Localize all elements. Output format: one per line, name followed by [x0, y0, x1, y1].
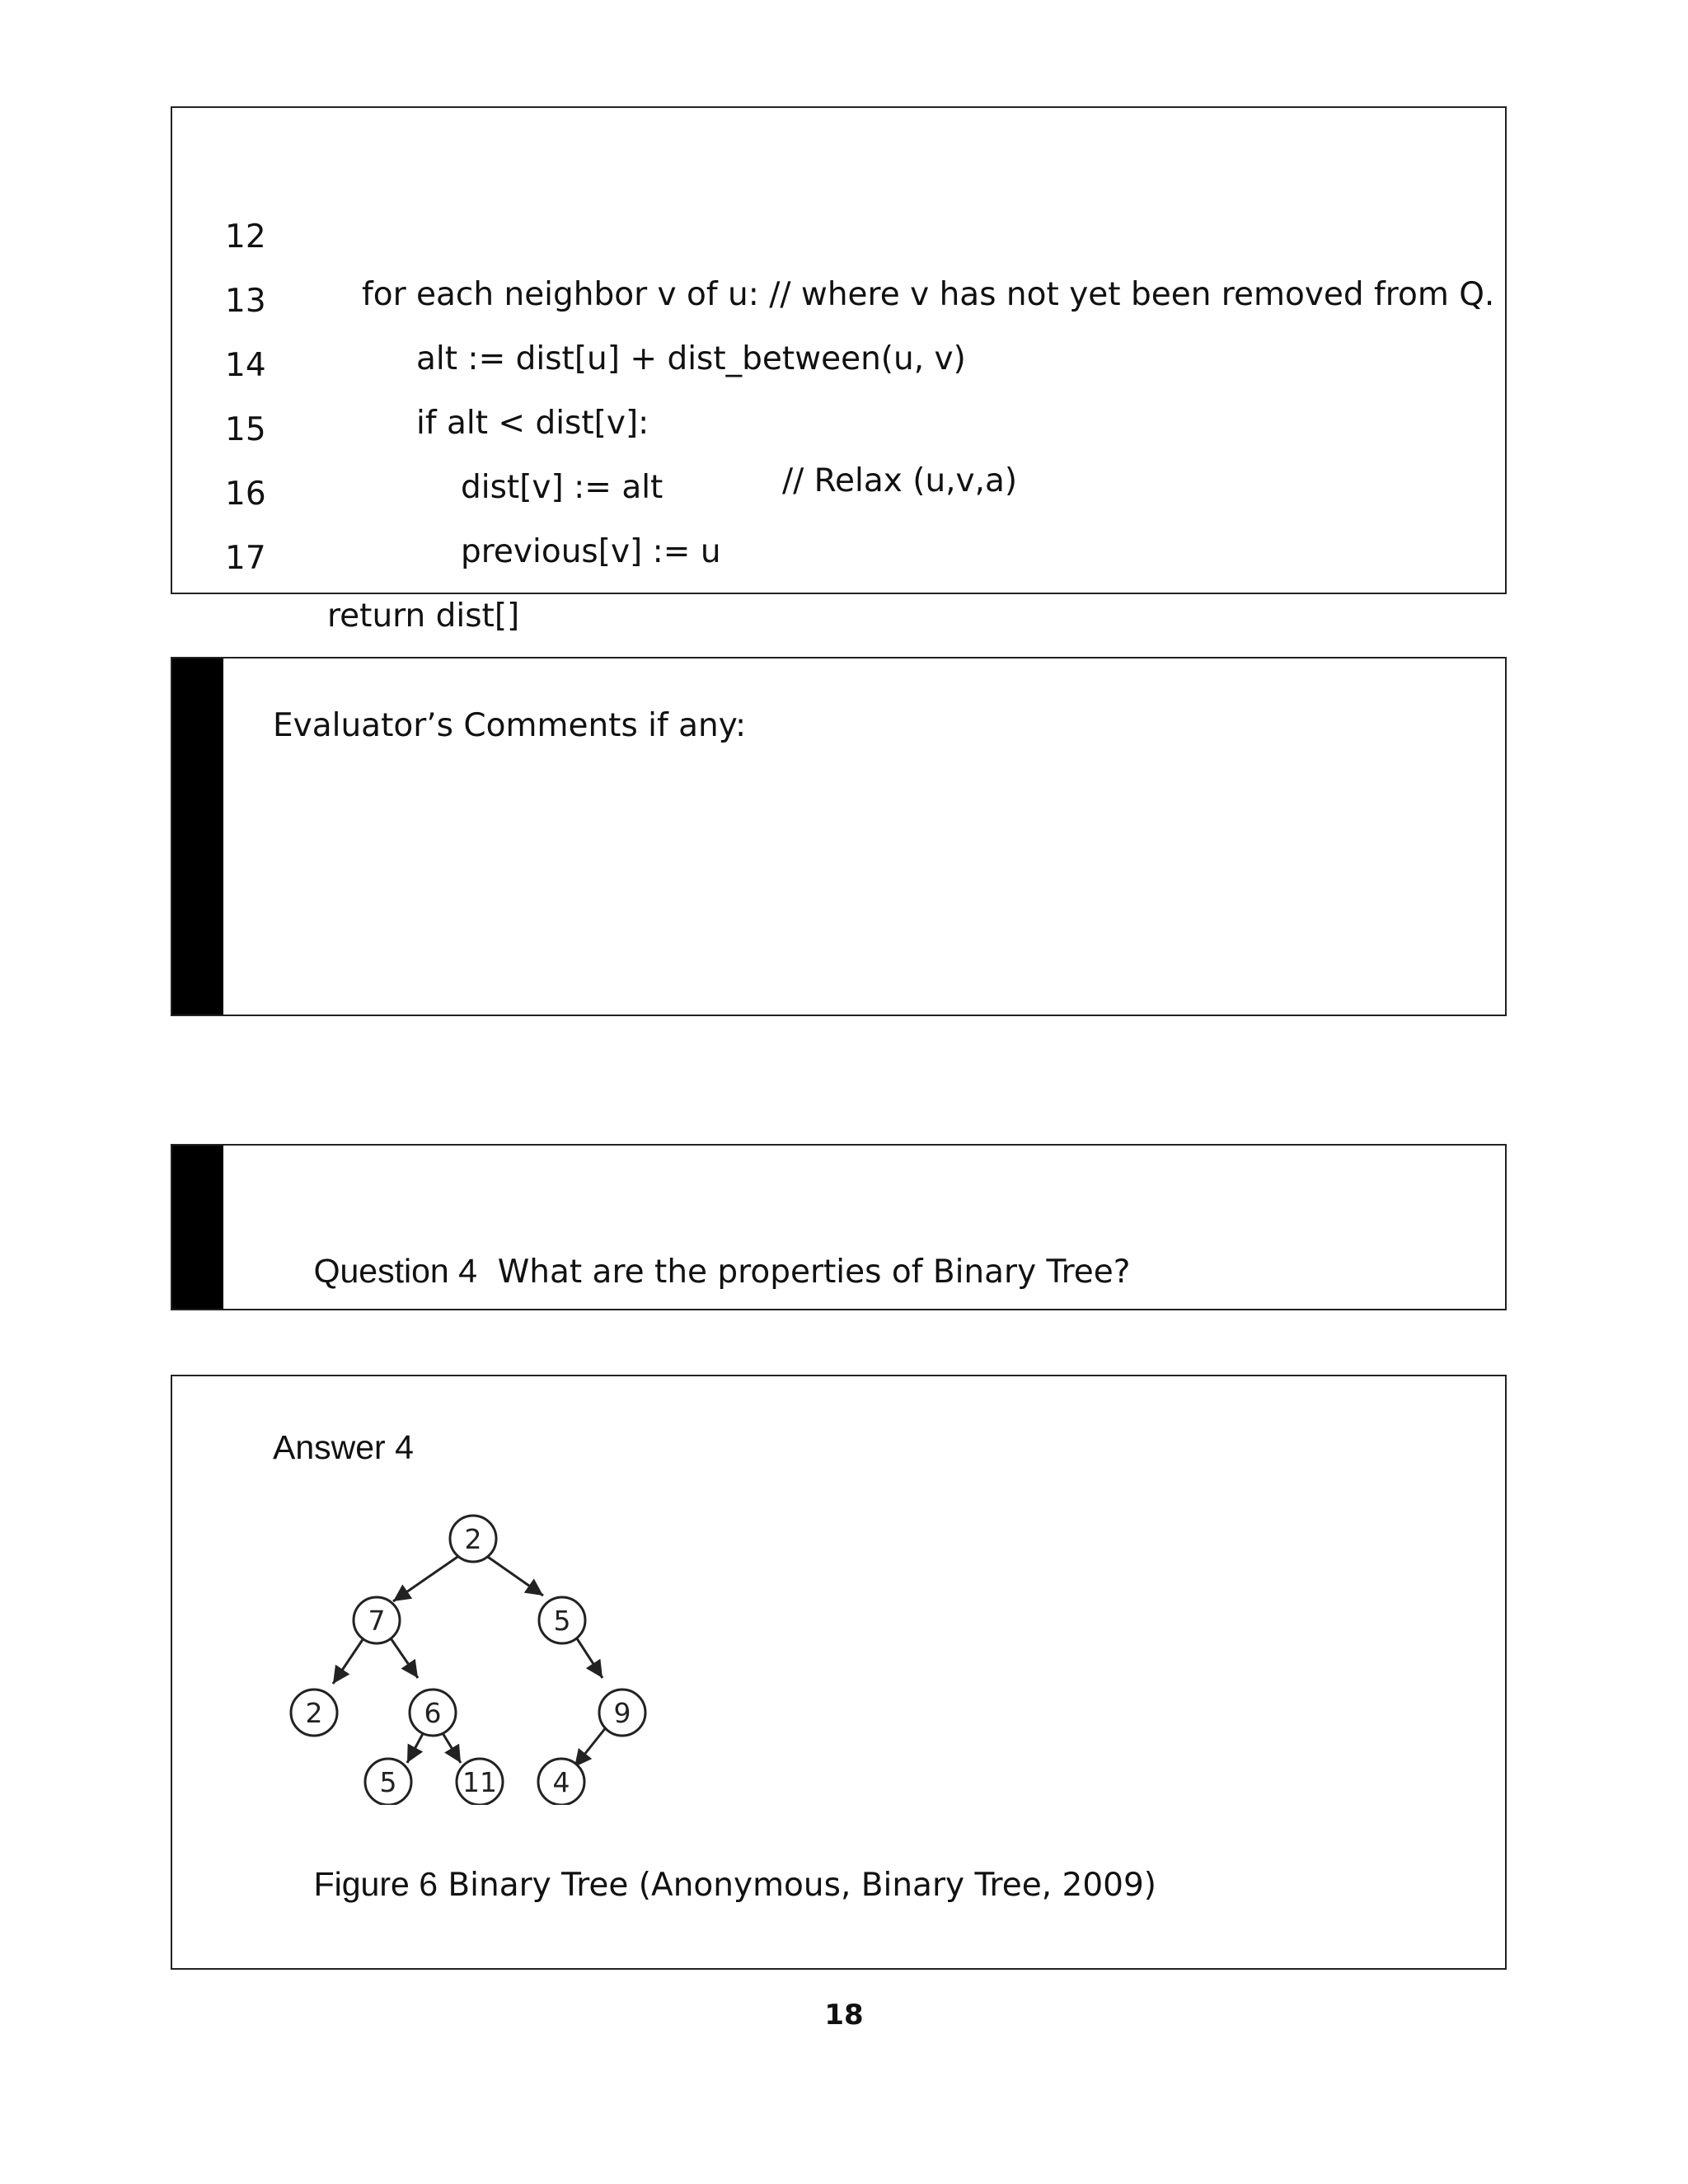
tree-edge — [574, 1727, 607, 1767]
tree-node — [354, 1597, 400, 1643]
code-text: return dist[] — [327, 598, 520, 635]
tree-node-label: 2 — [305, 1697, 323, 1729]
line-number: 13 — [225, 283, 266, 320]
tree-node-label: 9 — [613, 1697, 631, 1729]
tree-edge — [483, 1554, 543, 1596]
tree-node — [539, 1597, 585, 1643]
tree-edge — [393, 1554, 462, 1601]
code-text: previous[v] := u — [461, 533, 721, 570]
code-text: for each neighbor v of u: // where v has not yet been removed from Q. — [362, 276, 1495, 313]
code-box — [171, 106, 1507, 635]
tree-node — [457, 1759, 503, 1805]
line-number: 15 — [225, 411, 266, 448]
code-text: alt := dist[u] + dist_between(u, v) — [416, 340, 966, 377]
tree-node — [365, 1759, 411, 1805]
tree-edges — [333, 1554, 607, 1767]
code-text: dist[v] := alt — [461, 469, 663, 506]
tree-node — [291, 1690, 337, 1736]
figure-label: Figure 6 — [313, 1865, 438, 1903]
tree-node-label: 7 — [368, 1605, 386, 1637]
line-number: 17 — [225, 540, 266, 577]
tree-edge — [387, 1633, 418, 1678]
answer-box — [171, 1375, 1507, 1970]
tree-node-label: 6 — [424, 1697, 442, 1729]
answer-label: Answer 4 — [273, 1428, 414, 1466]
question-row — [273, 1197, 1131, 1347]
comments-label: Evaluator’s Comments if any: — [273, 707, 747, 744]
code-text: if alt < dist[v]: — [416, 405, 649, 442]
tree-edge — [574, 1633, 603, 1678]
question-text: What are the properties of Binary Tree? — [497, 1254, 1131, 1291]
line-number: 14 — [225, 347, 266, 384]
tree-node-label: 11 — [462, 1766, 497, 1798]
question-number: Question 4 — [313, 1252, 477, 1290]
tree-node-label: 5 — [379, 1766, 397, 1798]
question-box — [171, 1144, 1507, 1310]
figure-caption: Binary Tree (Anonymous, Binary Tree, 2009) — [448, 1867, 1156, 1904]
tree-node — [538, 1759, 584, 1805]
tree-node-label: 2 — [464, 1523, 482, 1555]
code-comment: // Relax (u,v,a) — [782, 462, 1018, 499]
line-number: 16 — [225, 476, 266, 513]
figure-caption-row — [273, 1810, 1156, 1960]
page-number: 18 — [824, 1999, 864, 2032]
accent-bar — [172, 1146, 223, 1309]
tree-node-label: 4 — [552, 1766, 570, 1798]
tree-node — [410, 1690, 456, 1736]
evaluator-comments-box — [171, 657, 1507, 1016]
tree-node-label: 5 — [553, 1605, 571, 1637]
binary-tree-figure — [271, 1492, 832, 1805]
tree-edge — [333, 1633, 367, 1684]
line-number: 12 — [225, 218, 266, 255]
accent-bar — [172, 658, 223, 1015]
tree-node — [599, 1690, 645, 1736]
tree-node — [450, 1516, 496, 1562]
